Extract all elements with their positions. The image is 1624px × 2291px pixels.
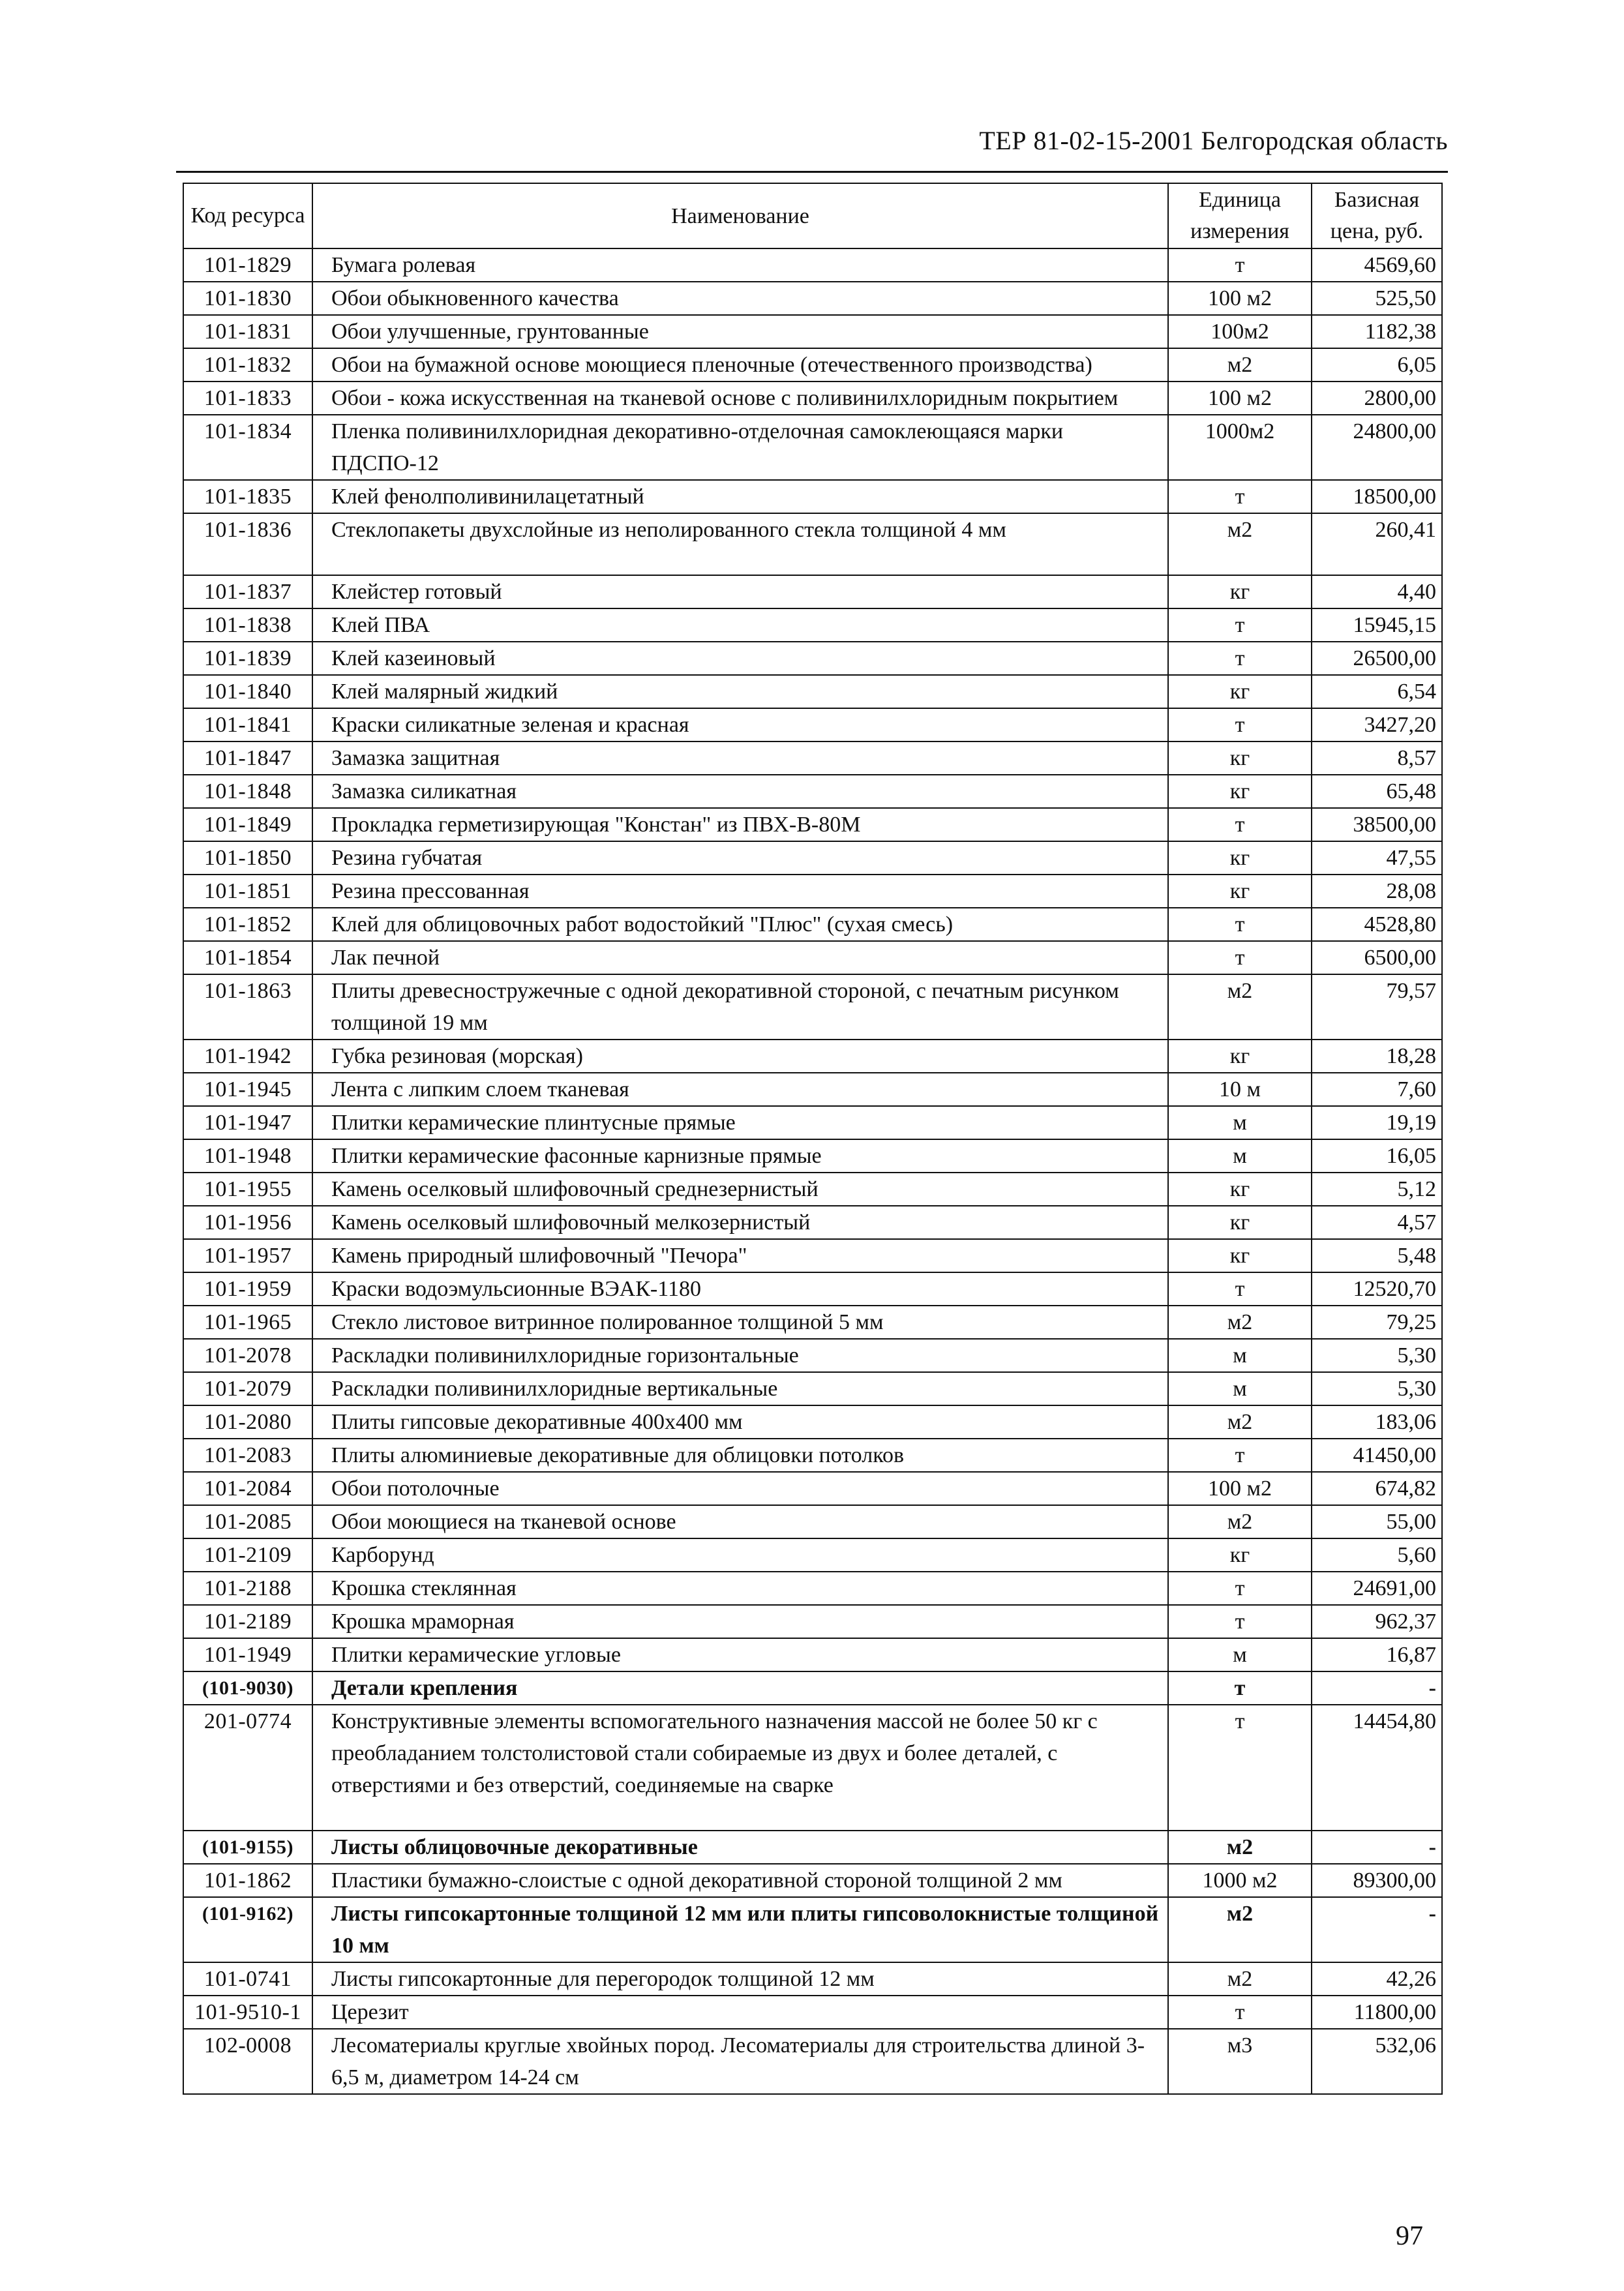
cell-code: (101-9162)	[183, 1897, 312, 1962]
cell-name: Обои улучшенные, грунтованные	[312, 315, 1168, 348]
cell-price: -	[1312, 1671, 1442, 1705]
cell-name: Клей для облицовочных работ водостойкий "Плюс" (сухая смесь)	[312, 908, 1168, 941]
table-row	[183, 841, 1442, 875]
cell-unit: м2	[1168, 1962, 1312, 1996]
cell-unit: кг	[1168, 775, 1312, 808]
cell-code: 101-9510-1	[183, 1996, 312, 2029]
cell-code: 101-1959	[183, 1272, 312, 1306]
cell-name: Крошка стеклянная	[312, 1572, 1168, 1605]
cell-price: 89300,00	[1312, 1864, 1442, 1897]
cell-price: 4,57	[1312, 1206, 1442, 1239]
cell-unit: т	[1168, 608, 1312, 642]
cell-name: Краски водоэмульсионные ВЭАК-1180	[312, 1272, 1168, 1306]
column-header-price: Базисная цена, руб.	[1312, 183, 1442, 248]
cell-price: -	[1312, 1897, 1442, 1962]
cell-code: 101-2189	[183, 1605, 312, 1638]
table-row	[183, 382, 1442, 415]
resource-price-table	[183, 183, 1443, 2095]
cell-code: 101-1945	[183, 1073, 312, 1106]
cell-price: 19,19	[1312, 1106, 1442, 1139]
cell-code: 101-1839	[183, 642, 312, 675]
cell-price: 260,41	[1312, 513, 1442, 575]
cell-name: Прокладка герметизирующая "Констан" из ПВХ-В-80М	[312, 808, 1168, 841]
cell-name: Плиты алюминиевые декоративные для облицовки потолков	[312, 1439, 1168, 1472]
table-row	[183, 1073, 1442, 1106]
cell-price: 7,60	[1312, 1073, 1442, 1106]
table-row	[183, 1671, 1442, 1705]
table-row	[183, 675, 1442, 708]
cell-code: 101-2188	[183, 1572, 312, 1605]
cell-price: 24691,00	[1312, 1572, 1442, 1605]
cell-name: Краски силикатные зеленая и красная	[312, 708, 1168, 741]
cell-price: 18,28	[1312, 1040, 1442, 1073]
cell-unit: т	[1168, 1605, 1312, 1638]
cell-code: 101-1847	[183, 741, 312, 775]
table-row	[183, 708, 1442, 741]
cell-name: Плитки керамические угловые	[312, 1638, 1168, 1671]
cell-name: Клейстер готовый	[312, 575, 1168, 608]
cell-name: Губка резиновая (морская)	[312, 1040, 1168, 1073]
cell-code: 101-1832	[183, 348, 312, 382]
cell-unit: м	[1168, 1106, 1312, 1139]
table-row	[183, 1139, 1442, 1173]
cell-price: 15945,15	[1312, 608, 1442, 642]
table-row	[183, 1505, 1442, 1538]
cell-code: 101-1851	[183, 875, 312, 908]
column-header-unit: Единица измерения	[1168, 183, 1312, 248]
cell-code: 101-1838	[183, 608, 312, 642]
cell-price: 4569,60	[1312, 248, 1442, 282]
cell-price: 183,06	[1312, 1405, 1442, 1439]
cell-name: Стекло листовое витринное полированное толщиной 5 мм	[312, 1306, 1168, 1339]
table-row	[183, 480, 1442, 513]
cell-price: 24800,00	[1312, 415, 1442, 480]
cell-price: 674,82	[1312, 1472, 1442, 1505]
table-row	[183, 1864, 1442, 1897]
cell-name: Детали крепления	[312, 1671, 1168, 1705]
cell-code: 101-2083	[183, 1439, 312, 1472]
cell-name: Стеклопакеты двухслойные из неполированного стекла толщиной 4 мм	[312, 513, 1168, 575]
cell-unit: кг	[1168, 1239, 1312, 1272]
cell-unit: т	[1168, 480, 1312, 513]
table-header-row	[183, 183, 1442, 248]
cell-unit: кг	[1168, 1040, 1312, 1073]
cell-unit: т	[1168, 941, 1312, 974]
cell-unit: 100 м2	[1168, 382, 1312, 415]
cell-price: 2800,00	[1312, 382, 1442, 415]
table-row	[183, 908, 1442, 941]
cell-price: 8,57	[1312, 741, 1442, 775]
cell-unit: м	[1168, 1372, 1312, 1405]
cell-name: Плитки керамические плинтусные прямые	[312, 1106, 1168, 1139]
cell-price: 4,40	[1312, 575, 1442, 608]
cell-price: 38500,00	[1312, 808, 1442, 841]
cell-name: Конструктивные элементы вспомогательного назначения массой не более 50 кг с преобладанием толстолистовой стали собираемые из двух и более деталей, с отверстиями и без отверстий, соединяемые на сварке	[312, 1705, 1168, 1831]
cell-name: Плитки керамические фасонные карнизные прямые	[312, 1139, 1168, 1173]
cell-name: Листы гипсокартонные толщиной 12 мм или плиты гипсоволокнистые толщиной 10 мм	[312, 1897, 1168, 1962]
cell-name: Раскладки поливинилхлоридные вертикальные	[312, 1372, 1168, 1405]
table-row	[183, 775, 1442, 808]
cell-unit: 10 м	[1168, 1073, 1312, 1106]
cell-name: Лесоматериалы круглые хвойных пород. Лесоматериалы для строительства длиной 3-6,5 м, диаметром 14-24 см	[312, 2029, 1168, 2094]
cell-code: 101-2084	[183, 1472, 312, 1505]
cell-price: 55,00	[1312, 1505, 1442, 1538]
cell-price: 5,48	[1312, 1239, 1442, 1272]
table-row	[183, 415, 1442, 480]
page-header: ТЕР 81-02-15-2001 Белгородская область	[979, 126, 1448, 155]
cell-code: 101-1833	[183, 382, 312, 415]
cell-name: Лак печной	[312, 941, 1168, 974]
cell-price: 5,30	[1312, 1372, 1442, 1405]
cell-name: Лента с липким слоем тканевая	[312, 1073, 1168, 1106]
cell-price: 28,08	[1312, 875, 1442, 908]
cell-code: 101-1947	[183, 1106, 312, 1139]
cell-name: Обои обыкновенного качества	[312, 282, 1168, 315]
cell-unit: м	[1168, 1339, 1312, 1372]
cell-price: 5,60	[1312, 1538, 1442, 1572]
table-row	[183, 1439, 1442, 1472]
cell-code: 101-1854	[183, 941, 312, 974]
table-row	[183, 974, 1442, 1040]
cell-unit: 100м2	[1168, 315, 1312, 348]
cell-unit: кг	[1168, 841, 1312, 875]
cell-unit: м	[1168, 1638, 1312, 1671]
table-row	[183, 282, 1442, 315]
cell-unit: м2	[1168, 348, 1312, 382]
table-row	[183, 1638, 1442, 1671]
column-header-name: Наименование	[312, 183, 1168, 248]
cell-name: Обои моющиеся на тканевой основе	[312, 1505, 1168, 1538]
cell-code: 101-1852	[183, 908, 312, 941]
cell-unit: кг	[1168, 1206, 1312, 1239]
cell-price: 525,50	[1312, 282, 1442, 315]
cell-code: 101-1965	[183, 1306, 312, 1339]
cell-unit: м2	[1168, 1831, 1312, 1864]
cell-unit: т	[1168, 808, 1312, 841]
table-row	[183, 941, 1442, 974]
table-row	[183, 642, 1442, 675]
cell-unit: м2	[1168, 1405, 1312, 1439]
cell-code: (101-9030)	[183, 1671, 312, 1705]
cell-code: 101-1829	[183, 248, 312, 282]
cell-code: 101-1841	[183, 708, 312, 741]
cell-price: 79,25	[1312, 1306, 1442, 1339]
cell-price: 1182,38	[1312, 315, 1442, 348]
table-row	[183, 248, 1442, 282]
table-row	[183, 1339, 1442, 1372]
cell-code: 101-1957	[183, 1239, 312, 1272]
cell-price: 14454,80	[1312, 1705, 1442, 1831]
cell-code: 102-0008	[183, 2029, 312, 2094]
cell-unit: т	[1168, 1272, 1312, 1306]
cell-code: 101-1848	[183, 775, 312, 808]
cell-unit: м	[1168, 1139, 1312, 1173]
cell-code: (101-9155)	[183, 1831, 312, 1864]
cell-code: 101-1834	[183, 415, 312, 480]
cell-code: 101-1849	[183, 808, 312, 841]
table-row	[183, 1405, 1442, 1439]
cell-unit: кг	[1168, 675, 1312, 708]
cell-code: 101-1956	[183, 1206, 312, 1239]
cell-price: 16,05	[1312, 1139, 1442, 1173]
cell-unit: м2	[1168, 1897, 1312, 1962]
cell-unit: кг	[1168, 1173, 1312, 1206]
cell-code: 101-1840	[183, 675, 312, 708]
cell-name: Листы гипсокартонные для перегородок толщиной 12 мм	[312, 1962, 1168, 1996]
table-row	[183, 1040, 1442, 1073]
cell-code: 101-2080	[183, 1405, 312, 1439]
table-row	[183, 608, 1442, 642]
table-row	[183, 1605, 1442, 1638]
cell-unit: 100 м2	[1168, 1472, 1312, 1505]
cell-price: 16,87	[1312, 1638, 1442, 1671]
table-row	[183, 1897, 1442, 1962]
cell-unit: т	[1168, 248, 1312, 282]
cell-price: 42,26	[1312, 1962, 1442, 1996]
cell-name: Церезит	[312, 1996, 1168, 2029]
cell-unit: 1000 м2	[1168, 1864, 1312, 1897]
column-header-code: Код ресурса	[183, 183, 312, 248]
table-row	[183, 1572, 1442, 1605]
table-row	[183, 1272, 1442, 1306]
cell-name: Замазка силикатная	[312, 775, 1168, 808]
cell-unit: м2	[1168, 513, 1312, 575]
cell-name: Бумага ролевая	[312, 248, 1168, 282]
table-row	[183, 348, 1442, 382]
cell-code: 101-2078	[183, 1339, 312, 1372]
cell-name: Раскладки поливинилхлоридные горизонтальные	[312, 1339, 1168, 1372]
cell-unit: т	[1168, 1572, 1312, 1605]
cell-unit: м2	[1168, 1505, 1312, 1538]
cell-unit: кг	[1168, 741, 1312, 775]
cell-unit: т	[1168, 1705, 1312, 1831]
cell-unit: м2	[1168, 1306, 1312, 1339]
cell-price: 12520,70	[1312, 1272, 1442, 1306]
table-row	[183, 1239, 1442, 1272]
cell-name: Обои - кожа искусственная на тканевой основе с поливинилхлоридным покрытием	[312, 382, 1168, 415]
table-row	[183, 1206, 1442, 1239]
table-row	[183, 1831, 1442, 1864]
cell-name: Клей казеиновый	[312, 642, 1168, 675]
cell-name: Обои на бумажной основе моющиеся пленочные (отечественного производства)	[312, 348, 1168, 382]
cell-code: 101-0741	[183, 1962, 312, 1996]
table-row	[183, 315, 1442, 348]
cell-name: Замазка защитная	[312, 741, 1168, 775]
cell-price: 5,30	[1312, 1339, 1442, 1372]
cell-code: 101-1862	[183, 1864, 312, 1897]
cell-code: 101-1948	[183, 1139, 312, 1173]
table-row	[183, 2029, 1442, 2094]
cell-name: Резина губчатая	[312, 841, 1168, 875]
cell-unit: м3	[1168, 2029, 1312, 2094]
cell-price: 47,55	[1312, 841, 1442, 875]
cell-name: Камень природный шлифовочный "Печора"	[312, 1239, 1168, 1272]
cell-unit: т	[1168, 708, 1312, 741]
header-rule	[176, 171, 1448, 173]
cell-name: Клей ПВА	[312, 608, 1168, 642]
table-row	[183, 1106, 1442, 1139]
cell-price: 962,37	[1312, 1605, 1442, 1638]
cell-name: Плиты гипсовые декоративные 400х400 мм	[312, 1405, 1168, 1439]
cell-price: 11800,00	[1312, 1996, 1442, 2029]
cell-unit: кг	[1168, 1538, 1312, 1572]
cell-code: 101-1837	[183, 575, 312, 608]
cell-price: 3427,20	[1312, 708, 1442, 741]
cell-code: 101-1955	[183, 1173, 312, 1206]
cell-name: Обои потолочные	[312, 1472, 1168, 1505]
cell-name: Камень оселковый шлифовочный среднезернистый	[312, 1173, 1168, 1206]
cell-code: 101-1836	[183, 513, 312, 575]
cell-price: 26500,00	[1312, 642, 1442, 675]
cell-price: 79,57	[1312, 974, 1442, 1040]
table-row	[183, 575, 1442, 608]
cell-code: 101-1830	[183, 282, 312, 315]
cell-unit: м2	[1168, 974, 1312, 1040]
table-row	[183, 1705, 1442, 1831]
cell-unit: кг	[1168, 875, 1312, 908]
cell-code: 101-2085	[183, 1505, 312, 1538]
cell-code: 101-1850	[183, 841, 312, 875]
cell-code: 101-1831	[183, 315, 312, 348]
cell-price: 6500,00	[1312, 941, 1442, 974]
table-row	[183, 1372, 1442, 1405]
cell-unit: кг	[1168, 575, 1312, 608]
cell-price: 6,54	[1312, 675, 1442, 708]
cell-code: 101-1835	[183, 480, 312, 513]
cell-unit: 100 м2	[1168, 282, 1312, 315]
table-row	[183, 513, 1442, 575]
cell-price: 5,12	[1312, 1173, 1442, 1206]
cell-price: 532,06	[1312, 2029, 1442, 2094]
table-row	[183, 1996, 1442, 2029]
cell-code: 101-2079	[183, 1372, 312, 1405]
table-row	[183, 808, 1442, 841]
cell-code: 101-1949	[183, 1638, 312, 1671]
cell-name: Крошка мраморная	[312, 1605, 1168, 1638]
page-number: 97	[1396, 2221, 1423, 2251]
cell-code: 101-1863	[183, 974, 312, 1040]
cell-price: 65,48	[1312, 775, 1442, 808]
cell-unit: т	[1168, 642, 1312, 675]
cell-code: 101-1942	[183, 1040, 312, 1073]
cell-price: 18500,00	[1312, 480, 1442, 513]
table-row	[183, 875, 1442, 908]
cell-name: Камень оселковый шлифовочный мелкозернистый	[312, 1206, 1168, 1239]
cell-name: Пластики бумажно-слоистые с одной декоративной стороной толщиной 2 мм	[312, 1864, 1168, 1897]
cell-unit: т	[1168, 1996, 1312, 2029]
cell-code: 101-2109	[183, 1538, 312, 1572]
table-row	[183, 1962, 1442, 1996]
table-row	[183, 1538, 1442, 1572]
cell-unit: т	[1168, 1439, 1312, 1472]
cell-price: 41450,00	[1312, 1439, 1442, 1472]
table-row	[183, 1173, 1442, 1206]
cell-name: Карборунд	[312, 1538, 1168, 1572]
cell-name: Резина прессованная	[312, 875, 1168, 908]
table-row	[183, 741, 1442, 775]
cell-name: Плиты древесностружечные с одной декоративной стороной, с печатным рисунком толщиной 19 мм	[312, 974, 1168, 1040]
cell-code: 201-0774	[183, 1705, 312, 1831]
cell-name: Клей фенолполивинилацетатный	[312, 480, 1168, 513]
table-row	[183, 1306, 1442, 1339]
cell-unit: т	[1168, 908, 1312, 941]
cell-name: Клей малярный жидкий	[312, 675, 1168, 708]
cell-price: 6,05	[1312, 348, 1442, 382]
cell-unit: 1000м2	[1168, 415, 1312, 480]
cell-name: Пленка поливинилхлоридная декоративно-отделочная самоклеющаяся марки ПДСПО-12	[312, 415, 1168, 480]
cell-price: -	[1312, 1831, 1442, 1864]
cell-name: Листы облицовочные декоративные	[312, 1831, 1168, 1864]
cell-unit: т	[1168, 1671, 1312, 1705]
cell-price: 4528,80	[1312, 908, 1442, 941]
table-row	[183, 1472, 1442, 1505]
